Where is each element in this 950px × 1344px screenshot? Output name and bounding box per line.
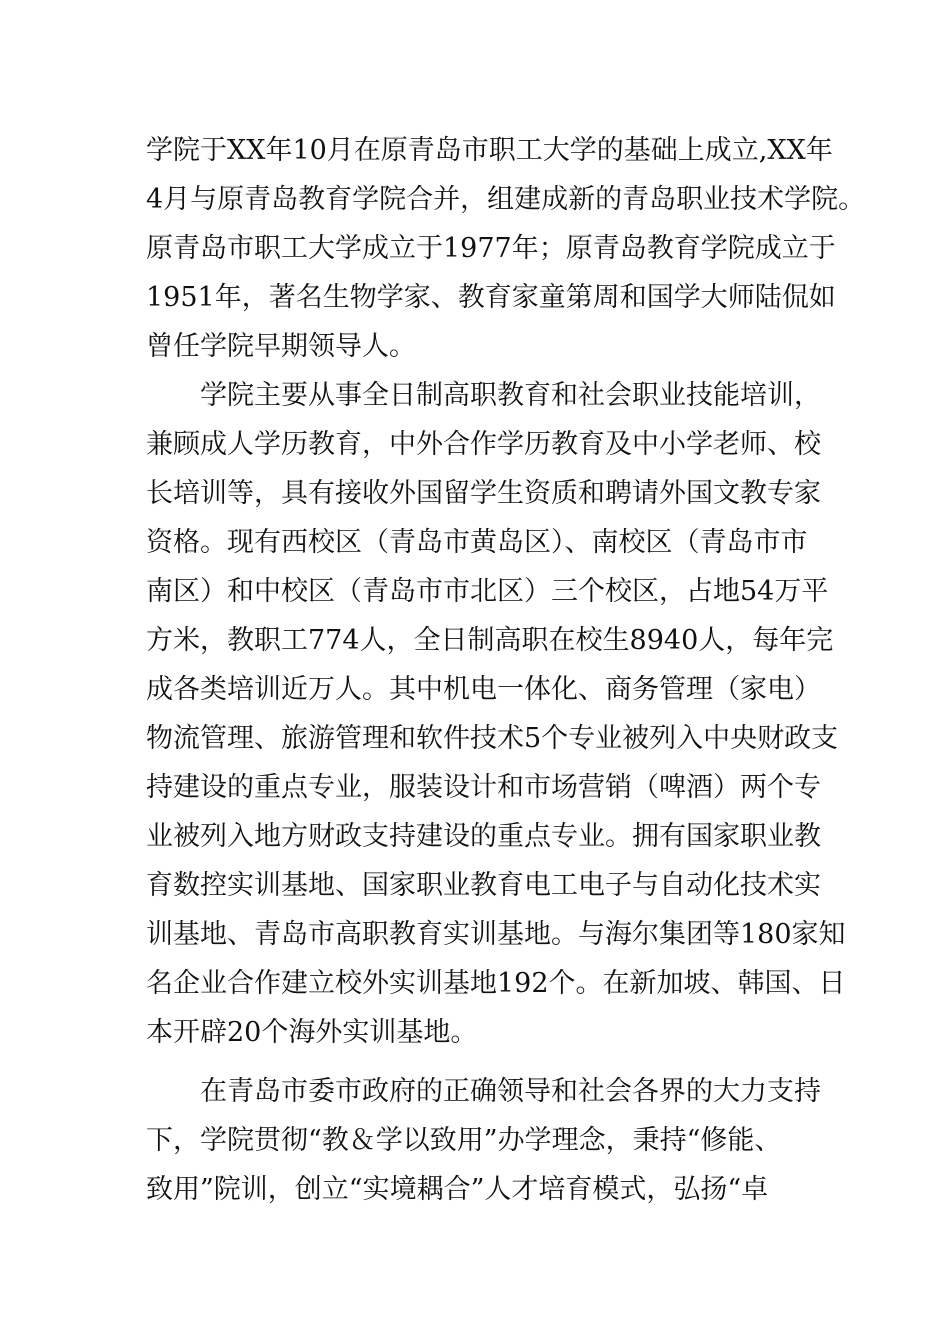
text-line: 训基地、青岛市高职教育实训基地。与海尔集团等180家知: [146, 919, 846, 950]
text-line: 在青岛市委市政府的正确领导和社会各界的大力支持: [200, 1076, 821, 1107]
text-line: 致用”院训，创立“实境耦合”人才培育模式，弘扬“卓: [146, 1174, 769, 1205]
text-line: 持建设的重点专业，服装设计和市场营销（啤酒）两个专: [146, 772, 821, 803]
text-line: 育数控实训基地、国家职业教育电工电子与自动化技术实: [146, 870, 821, 901]
text-line: 学院主要从事全日制高职教育和社会职业技能培训，: [200, 380, 821, 411]
text-line: 成各类培训近万人。其中机电一体化、商务管理（家电）: [146, 674, 821, 705]
text-line: 名企业合作建立校外实训基地192个。在新加坡、韩国、日: [146, 968, 846, 999]
text-line: 本开辟20个海外实训基地。: [146, 1017, 478, 1048]
text-line: 业被列入地方财政支持建设的重点专业。拥有国家职业教: [146, 821, 821, 852]
text-line: 下，学院贯彻“教＆学以致用”办学理念，秉持“修能、: [146, 1125, 782, 1156]
text-line: 方米，教职工774人，全日制高职在校生8940人，每年完: [146, 625, 834, 656]
text-line: 资格。现有西校区（青岛市黄岛区）、南校区（青岛市市: [146, 527, 808, 558]
text-line: 原青岛市职工大学成立于1977年；原青岛教育学院成立于: [146, 233, 836, 264]
text-line: 学院于XX年10月在原青岛市职工大学的基础上成立,XX年: [146, 135, 833, 166]
text-line: 4月与原青岛教育学院合并，组建成新的青岛职业技术学院。: [146, 184, 866, 215]
text-line: 1951年，著名生物学家、教育家童第周和国学大师陆侃如: [146, 282, 836, 313]
text-line: 兼顾成人学历教育，中外合作学历教育及中小学老师、校: [146, 429, 821, 460]
text-line: 物流管理、旅游管理和软件技术5个专业被列入中央财政支: [146, 723, 839, 754]
text-line: 曾任学院早期领导人。: [146, 331, 416, 362]
text-line: 长培训等，具有接收外国留学生资质和聘请外国文教专家: [146, 478, 821, 509]
text-line: 南区）和中校区（青岛市市北区）三个校区，占地54万平: [146, 576, 829, 607]
